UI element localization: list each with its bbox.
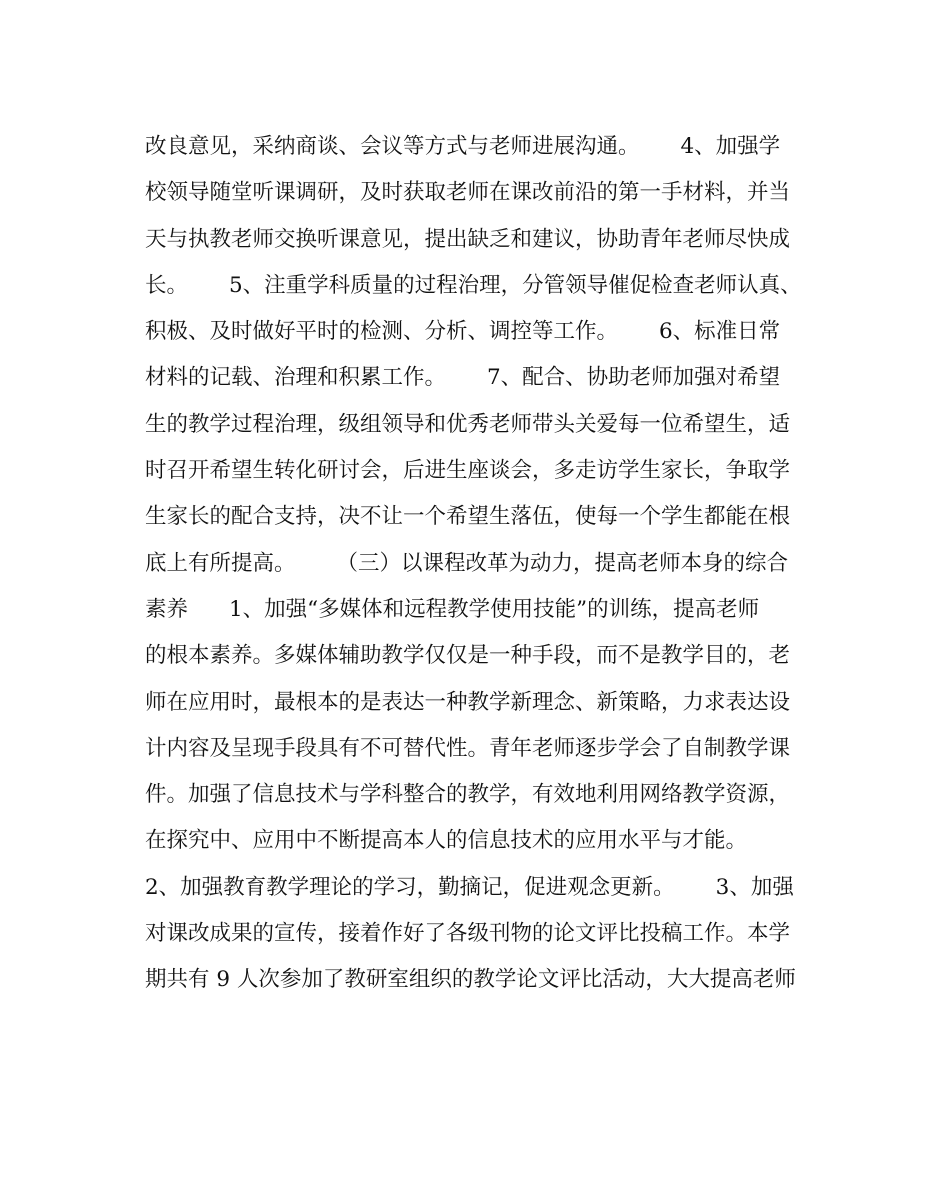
text-line: 底上有所提高。 （三）以课程改革为动力，提高老师本身的综合 [145,550,789,576]
text-line: 师在应用时，最根本的是表达一种教学新理念、新策略，力求表达设 [145,689,791,715]
text-line: 积极、及时做好平时的检测、分析、调控等工作。 6、标准日常 [145,319,781,345]
body-text [145,124,810,1004]
text-line: 材料的记载、治理和积累工作。 7、配合、协助老师加强对希望 [145,365,781,391]
text-line: 生的教学过程治理，级组领导和优秀老师带头关爱每一位希望生，适 [145,411,791,437]
text-line: 天与执教老师交换听课意见，提出缺乏和建议，协助青年老师尽快成 [145,226,791,252]
text-line: 的根本素养。多媒体辅助教学仅仅是一种手段，而不是教学目的，老 [145,643,791,669]
text-line: 2、加强教育教学理论的学习，勤摘记，促进观念更新。 3、加强 [145,874,794,900]
text-line: 校领导随堂听课调研，及时获取老师在课改前沿的第一手材料，并当 [145,180,791,206]
text-line: 计内容及呈现手段具有不可替代性。青年老师逐步学会了自制教学课 [145,735,791,761]
text-line: 改良意见，采纳商谈、会议等方式与老师进展沟通。 4、加强学 [145,134,781,159]
text-line: 时召开希望生转化研讨会，后进生座谈会，多走访学生家长，争取学 [145,458,791,484]
text-line: 对课改成果的宣传，接着作好了各级刊物的论文评比投稿工作。本学 [145,921,791,947]
text-line: 素养 1、加强“多媒体和远程教学使用技能”的训练，提高老师 [145,596,760,622]
text-line: 件。加强了信息技术与学科整合的教学，有效地利用网络教学资源， [145,782,791,808]
text-line: 期共有 9 人次参加了教研室组织的教学论文评比活动，大大提高老师 [145,967,796,993]
text-line: 在探究中、应用中不断提高本人的信息技术的应用水平与才能。 [145,828,748,854]
text-line: 长。 5、注重学科质量的过程治理，分管领导催促检查老师认真、 [145,272,802,298]
text-line: 生家长的配合支持，决不让一个希望生落伍，使每一个学生都能在根 [145,504,791,530]
